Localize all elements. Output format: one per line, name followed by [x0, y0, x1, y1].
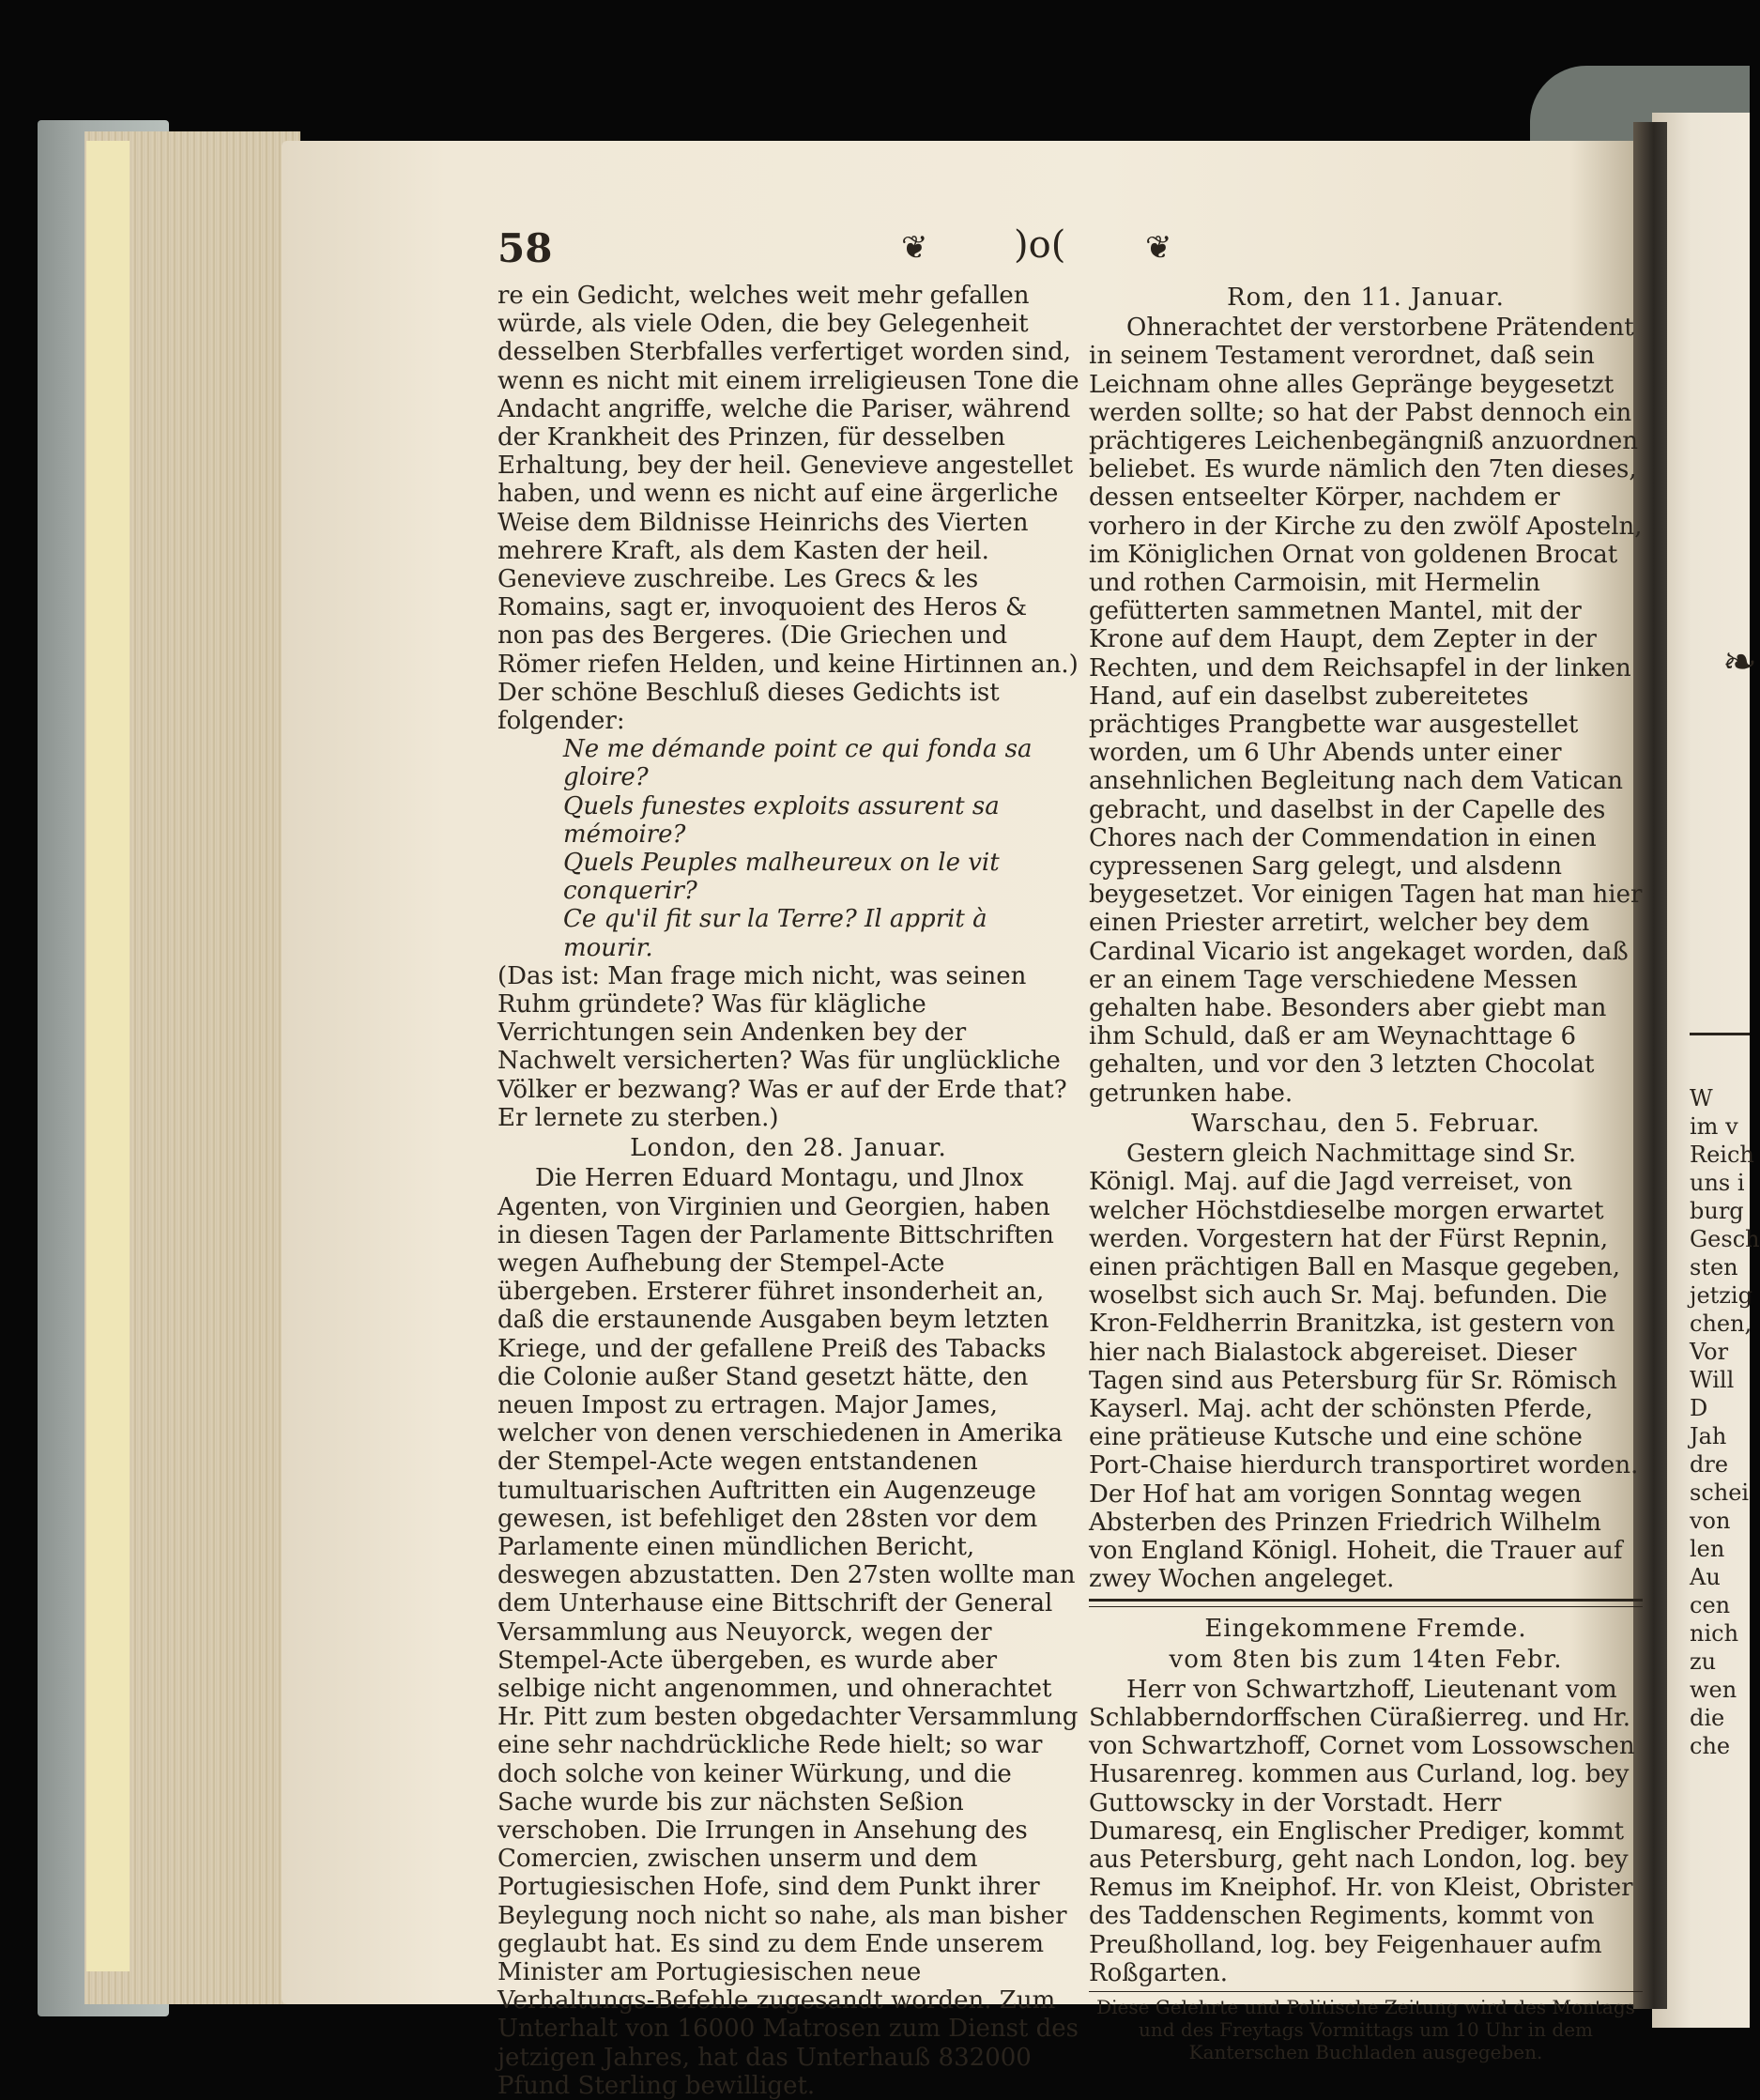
heading-rom: Rom, den 11. Januar. — [1227, 284, 1505, 312]
facing-line: Will — [1690, 1367, 1735, 1393]
section-divider — [1089, 1599, 1643, 1607]
shell-ornament-icon: ❦ — [1145, 229, 1172, 267]
verse-line: Ne me démande point ce qui fonda sa gloire? — [563, 735, 1033, 792]
london-report: Die Herren Eduard Montagu, und Jlnox Agenten, von Virginien und Georgien, haben in diesen Tagen der Parlamente Bittschriften wegen Aufhebung der Stempel-Acte übergeben. Ersterer führet insonderheit an, daß die erstaunende Ausgaben beym letzten Kriege, und der gefallene Preiß des Tabacks die Colonie außer Stand gesetzt hätte, den neuen Impost zu ertragen. Major James, welcher von denen verschiedenen in Amerika der Stempel-Acte wegen entstandenen tumultuarischen Auftritten ein Augenzeuge gewesen, ist befehliget den 28sten vor dem Parlamente einen mündlichen Bericht, deswegen abzustatten. Den 27sten wollte man dem Unterhause eine Bittschrift der General Versammlung aus Neuyorck, wegen der Stempel-Acte übergeben, es wurde aber selbige nicht angenommen, und ohnerachtet Hr. Pitt zum besten obgedachter Versammlung eine sehr nachdrückliche Rede hielt; so war doch solche von keiner Würkung, und die Sache wurde bis zur nächsten Seßion verschoben. Die Irrungen in Ansehung des Comercien, zwischen unserm und dem Portugiesischen Hofe, sind dem Punkt ihrer Beylegung noch nicht so nahe, als man bisher geglaubt hat. Es sind zu dem Ende unserem Minister am Portugiesischen neue Verhaltungs-Befehle zugesandt worden. Zum Unterhalt von 16000 Matrosen zum Dienst des jetzigen Jahres, hat das Unterhauß 832000 Pfund Sterling bewilliget. — [497, 1164, 1079, 2100]
facing-page-text — [1690, 1084, 1760, 1760]
facing-line: uns i — [1690, 1170, 1745, 1196]
verse-line: Quels Peuples malheureux on le vit conquerir? — [563, 849, 1000, 906]
arrivals-list: Herr von Schwartzhoff, Lieutenant vom Schlabberndorffschen Cüraßierreg. und Hr. von Schwartzhoff, Cornet vom Lossowschen Husarenreg. kommen aus Curland, log. bey Guttowscky in der Vorstadt. Herr Dumaresq, ein Englischer Prediger, kommt aus Petersburg, geht nach London, log. bey Remus im Kneiphof. Hr. von Kleist, Obrister des Taddenschen Regiments, kommt von Preußholland, log. bey Feigenhauer aufm Roßgarten. — [1089, 1675, 1635, 1987]
publication-note: Diese Gelehrte und Politische Zeitung wird des Montags und des Freytags Vormittags um 10 Uhr in dem Kanterschen Buchladen ausgegeben. — [1096, 1995, 1635, 2063]
heading-fremde: Eingekommene Fremde. — [1204, 1615, 1527, 1644]
heading-warschau: Warschau, den 5. Februar. — [1190, 1109, 1541, 1138]
facing-line: Au — [1690, 1564, 1721, 1590]
facing-line: D — [1690, 1395, 1708, 1421]
facing-line: len — [1690, 1536, 1725, 1562]
footnote-divider — [1089, 1991, 1643, 1992]
facing-line: dre — [1690, 1451, 1729, 1478]
verse-line: Quels funestes exploits assurent sa mémoire? — [563, 791, 1000, 849]
verse-line: Ce qu'il fit sur la Terre? Il apprit à mourir. — [563, 905, 987, 962]
facing-line: die — [1690, 1705, 1725, 1731]
facing-line: Gesch — [1690, 1226, 1760, 1252]
page-header — [497, 225, 1652, 282]
article-continuation: re ein Gedicht, welches weit mehr gefallen würde, als viele Oden, die bey Gelegenheit desselben Sterbfalles verfertiget worden sind, wenn es nicht mit einem irreligieusen Tone die Andacht angriffe, welche die Pariser, während der Krankheit des Prinzen, für desselben Erhaltung, bey der heil. Genevieve angestellet haben, und wenn es nicht auf eine ärgerliche Weise dem Bildnisse Heinrichs des Vierten mehrere Kraft, als dem Kasten der heil. Genevieve zuschreibe. Les Grecs & les Romains, sagt er, invoquoient des Heros & non pas des Bergeres. (Die Griechen und Römer riefen Helden, und keine Hirtinnen an.) Der schöne Beschluß dieses Gedichts ist folgender: — [497, 282, 1079, 736]
facing-line: im v — [1690, 1113, 1738, 1140]
facing-line: wen — [1690, 1677, 1737, 1703]
facing-line: sten — [1690, 1254, 1738, 1280]
right-column — [1089, 282, 1643, 2063]
facing-line: jetzig — [1690, 1282, 1752, 1309]
translation-paragraph: (Das ist: Man frage mich nicht, was seinen Ruhm gründete? Was für klägliche Verrichtungen sein Andenken bey der Nachwelt versicherten? Was für unglückliche Völker er bezwang? Was er auf der Erde that? Er lernete zu sterben.) — [497, 961, 1067, 1132]
facing-line: von — [1690, 1508, 1731, 1534]
facing-line: cen — [1690, 1592, 1731, 1618]
facing-page-ornament-icon: ❧ — [1722, 638, 1757, 686]
subheading-fremde: vom 8ten bis zum 14ten Febr. — [1169, 1645, 1563, 1674]
facing-line: che — [1690, 1733, 1731, 1759]
left-column — [497, 282, 1079, 2100]
facing-line: nich — [1690, 1620, 1739, 1647]
facing-line: burg — [1690, 1198, 1744, 1224]
facing-line: Vor — [1690, 1339, 1729, 1365]
warschau-report: Gestern gleich Nachmittage sind Sr. Königl. Maj. auf die Jagd verreiset, von welcher Höchstdieselbe morgen erwartet werden. Vorgestern hat der Fürst Repnin, einen prächtigen Ball en Masque gegeben, woselbst sich auch Sr. Maj. befunden. Die Kron-Feldherrin Branitzka, ist gestern von hier nach Bialastock abgereiset. Dieser Tagen sind aus Petersburg für Sr. Römisch Kayserl. Maj. acht der schönsten Pferde, eine prätieuse Kutsche und eine schöne Port-Chaise hierdurch transportiret worden. Der Hof hat am vorigen Sonntag wegen Absterben des Prinzen Friedrich Wilhelm von England Königl. Hoheit, die Trauer auf zwey Wochen angeleget. — [1089, 1140, 1639, 1594]
facing-line: Reich — [1690, 1142, 1754, 1168]
rom-report: Ohnerachtet der verstorbene Prätendent in seinem Testament verordnet, daß sein Leichnam ohne alles Gepränge beygesetzt werden sollte; so hat der Pabst dennoch ein prächtigeres Leichenbegängniß anzuordnen beliebet. Es wurde nämlich den 7ten dieses, dessen entseelter Körper, nachdem er vorhero in der Kirche zu den zwölf Aposteln, im Königlichen Ornat von goldenen Brocat und rothen Carmoisin, mit Hermelin gefütterten sammetnen Mantel, mit der Krone auf dem Haupt, dem Zepter in der Rechten, und dem Reichsapfel in der linken Hand, auf ein daselbst zubereitetes prächtiges Prangbette war ausgestellet worden, um 6 Uhr Abends unter einer ansehnlichen Begleitung nach dem Vatican gebracht, und daselbst in der Capelle des Chores nach der Commendation in einen cypressenen Sarg gelegt, und alsdenn beygesetzet. Vor einigen Tagen hat man hier einen Priester arretirt, welcher bey dem Cardinal Vicario ist angekaget worden, daß er an einem Tage verschiedene Messen gehalten habe. Besonders aber giebt man ihm Schuld, daß er am Weynachttage 6 gehalten, und vor den 3 letzten Chocolat getrunken habe. — [1089, 314, 1643, 1108]
heading-london: London, den 28. Januar. — [630, 1134, 947, 1163]
facing-line: W — [1690, 1085, 1713, 1111]
facing-line: zu — [1690, 1648, 1717, 1675]
facing-line: schei — [1690, 1479, 1750, 1506]
facing-page-rule — [1690, 1033, 1750, 1035]
page-number: 58 — [497, 225, 553, 271]
facing-line: Jah — [1690, 1423, 1727, 1449]
inserted-sheet — [86, 141, 130, 1971]
center-ornament-icon: )o( — [1014, 223, 1066, 267]
facing-line: chen, — [1690, 1311, 1752, 1337]
shell-ornament-icon: ❦ — [901, 229, 928, 267]
